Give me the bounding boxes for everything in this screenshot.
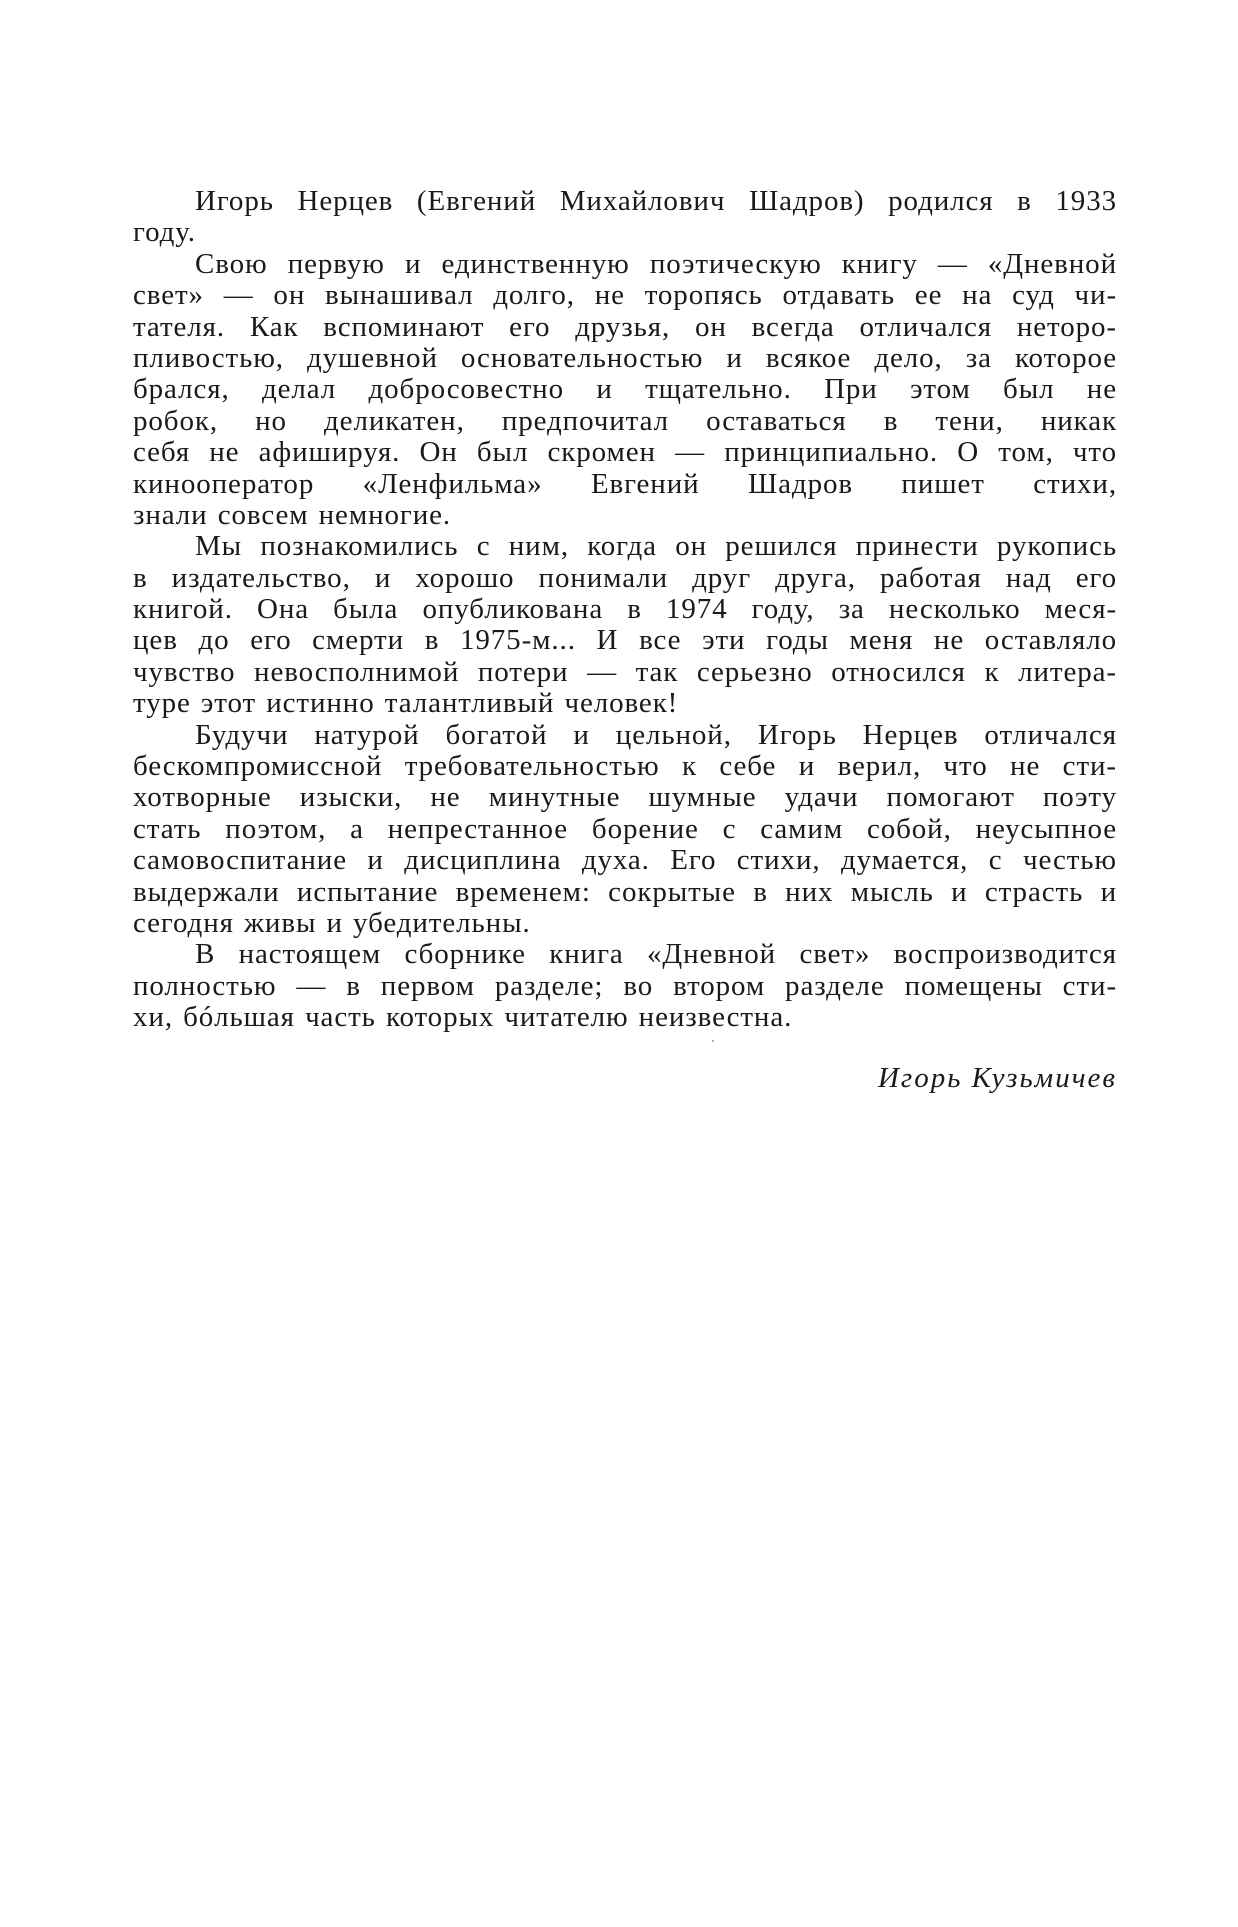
paragraph-4 bbox=[133, 720, 1117, 940]
text-line: цев до его смерти в 1975-м... И все эти годы меня не оставляло bbox=[133, 624, 1117, 657]
text-line: Игорь Нерцев (Евгений Михайлович Шадров) родился в 1933 bbox=[195, 185, 1117, 217]
text-line: чувство невосполнимой потери — так серьезно относился к литера- bbox=[133, 655, 1117, 688]
text-line: стать поэтом, а непрестанное борение с самим собой, неусыпное bbox=[133, 812, 1117, 845]
text-line: хи, бóльшая часть которых читателю неизвестна. bbox=[133, 1001, 793, 1034]
paragraph-2 bbox=[133, 249, 1117, 532]
text-line: году. bbox=[133, 216, 196, 249]
text-line: знали совсем немногие. bbox=[133, 498, 452, 531]
text-line: тателя. Как вспоминают его друзья, он всегда отличался неторо- bbox=[133, 310, 1117, 343]
text-line: В настоящем сборнике книга «Дневной свет» воспроизводится bbox=[195, 938, 1117, 971]
print-speck bbox=[712, 1040, 714, 1042]
text-line: выдержали испытание временем: сокрытые в них мысль и страсть и bbox=[133, 875, 1117, 908]
text-line: книгой. Она была опубликована в 1974 году, за несколько меся- bbox=[133, 593, 1117, 626]
text-line: Мы познакомились с ним, когда он решился принести рукопись bbox=[195, 530, 1117, 563]
text-line: кинооператор «Ленфильма» Евгений Шадров пишет стихи, bbox=[133, 467, 1117, 500]
text-line: себя не афишируя. Он был скромен — принципиально. О том, что bbox=[133, 436, 1117, 469]
paragraph-1 bbox=[133, 186, 1117, 249]
text-line: брался, делал добросовестно и тщательно. При этом был не bbox=[133, 373, 1117, 406]
text-line: Будучи натурой богатой и цельной, Игорь Нерцев отличался bbox=[195, 718, 1117, 751]
text-line: Свою первую и единственную поэтическую книгу — «Дневной bbox=[195, 247, 1117, 280]
text-line: бескомпромиссной требовательностью к себе и верил, что не сти- bbox=[133, 750, 1117, 783]
preface-text bbox=[133, 186, 1117, 1034]
paragraph-5 bbox=[133, 939, 1117, 1033]
text-line: пливостью, душевной основательностью и всякое дело, за которое bbox=[133, 341, 1117, 374]
text-line: свет» — он вынашивал долго, не торопясь отдавать ее на суд чи- bbox=[133, 279, 1117, 312]
text-line: робок, но деликатен, предпочитал оставаться в тени, никак bbox=[133, 404, 1117, 437]
text-line: самовоспитание и дисциплина духа. Его стихи, думается, с честью bbox=[133, 844, 1117, 877]
text-line: хотворные изыски, не минутные шумные удачи помогают поэту bbox=[133, 781, 1117, 814]
text-line: в издательство, и хорошо понимали друг друга, работая над его bbox=[133, 561, 1117, 594]
text-line: туре этот истинно талантливый человек! bbox=[133, 687, 679, 720]
author-signature: Игорь Кузьмичев bbox=[877, 1062, 1117, 1094]
paragraph-3 bbox=[133, 531, 1117, 719]
text-line: сегодня живы и убедительны. bbox=[133, 906, 531, 939]
text-line: полностью — в первом разделе; во втором разделе помещены сти- bbox=[133, 969, 1117, 1002]
